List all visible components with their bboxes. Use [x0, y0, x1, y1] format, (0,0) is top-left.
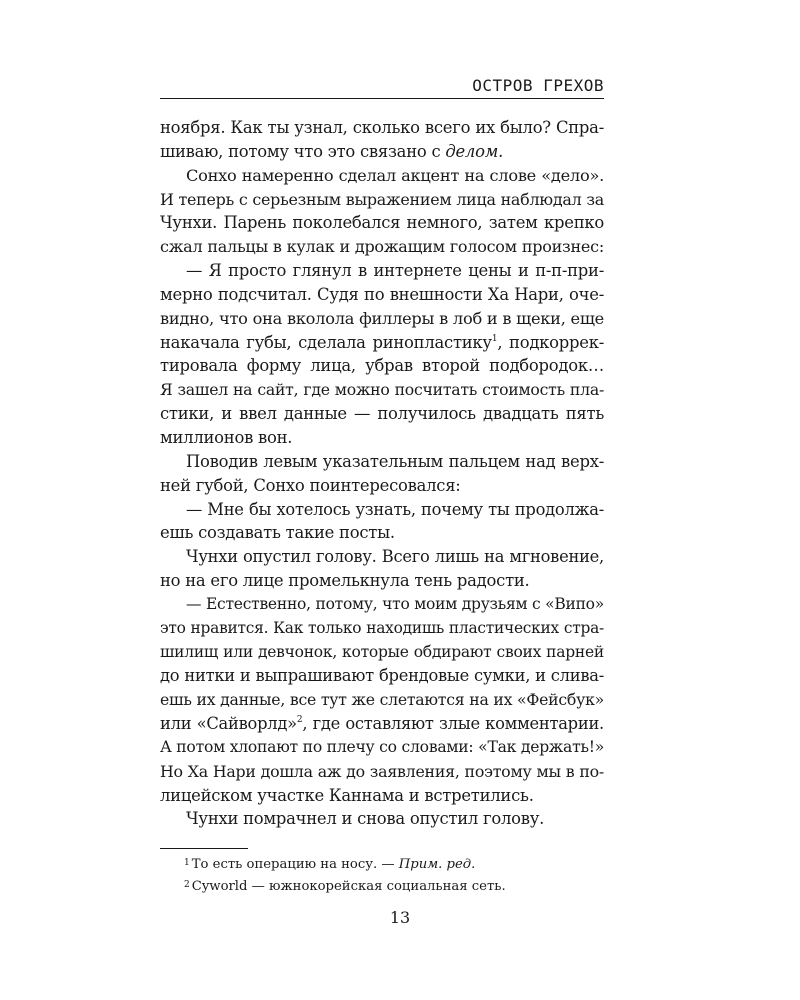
text-line: ноября. Как ты узнал, сколько всего их было? Спра- — [160, 118, 604, 137]
text-line: это нравится. Как только находишь пластических стра- — [160, 618, 604, 637]
text-line: Чунхи опустил голову. Всего лишь на мгновение, — [186, 547, 604, 567]
italic-word: делом — [445, 141, 499, 161]
text-line: или «Сайворлд»$^2$, где оставляют злые комментарии. — [160, 714, 604, 734]
text-line: Я зашел на сайт, где можно посчитать стоимость пла- — [160, 380, 604, 400]
text-line: Сонхо намеренно сделал акцент на слове «дело». — [186, 165, 604, 185]
footnote-2 — [184, 876, 604, 898]
footnote-mark: 2 — [184, 880, 190, 890]
footnote-1 — [184, 854, 604, 876]
text-line: И теперь с серьезным выражением лица наблюдал за — [160, 189, 604, 209]
text-line: шиваю, потому что это связано с делом. — [160, 141, 504, 161]
text-line: но на его лице промелькнула тень радости. — [160, 571, 530, 591]
footnote-italic: Прим. ред. — [398, 857, 476, 872]
text-line: — Мне бы хотелось узнать, почему ты продолжа- — [186, 499, 604, 519]
text-line: лицейском участке Каннама и встретились. — [160, 785, 534, 805]
text-line: до нитки и выпрашивают брендовые сумки, и слива- — [160, 666, 604, 686]
text-line: Чунхи. Парень поколебался немного, затем крепко — [160, 213, 604, 233]
footnote-text: Cyworld — южнокорейская социальная сеть. — [191, 879, 506, 894]
text-line: ешь их данные, все тут же слетаются на их «Фейсбук» — [160, 690, 604, 710]
page-number: 13 — [389, 908, 411, 927]
text-line: ешь создавать такие посты. — [160, 523, 395, 543]
text-line: шилищ или девчонок, которые обдирают своих парней — [160, 642, 604, 661]
text-line: А потом хлопают по плечу со словами: «Так держать!» — [160, 737, 604, 756]
text-line: Чунхи помрачнел и снова опустил голову. — [186, 809, 545, 829]
footnote-divider — [160, 848, 248, 849]
text-line: Поводив левым указательным пальцем над верх- — [186, 451, 604, 471]
footnote-reference: 2 — [296, 715, 303, 726]
text-line: сжал пальцы в кулак и дрожащим голосом произнес: — [160, 237, 604, 257]
footnote-mark: 1 — [184, 858, 190, 868]
footnote-reference: 1 — [491, 333, 498, 344]
text-line: — Я просто глянул в интернете цены и п-п-при- — [186, 261, 604, 281]
text-line: накачала губы, сделала ринопластику$^1$, подкоррек- — [160, 332, 604, 352]
text-line: тировала форму лица, убрав второй подбородок… — [160, 356, 604, 376]
text-line: — Естественно, потому, что моим друзьям с «Випо» — [186, 594, 604, 613]
text-line: видно, что она вколола филлеры в лоб и в щеки, еще — [160, 308, 604, 328]
text-line: Но Ха Нари дошла аж до заявления, поэтому мы в по- — [160, 761, 604, 781]
running-head-title: ОСТРОВ ГРЕХОВ — [472, 76, 604, 95]
footnote-text: То есть операцию на носу. — — [191, 857, 399, 872]
footnotes — [184, 854, 604, 898]
body-text — [160, 116, 604, 831]
text-line: мерно подсчитал. Судя по внешности Ха Нари, оче- — [160, 284, 604, 304]
text-line: ней губой, Сонхо поинтересовался: — [160, 475, 461, 495]
running-head — [160, 74, 604, 99]
text-line: стики, и ввел данные — получилось двадцать пять — [160, 404, 604, 424]
text-line: миллионов вон. — [160, 427, 293, 447]
